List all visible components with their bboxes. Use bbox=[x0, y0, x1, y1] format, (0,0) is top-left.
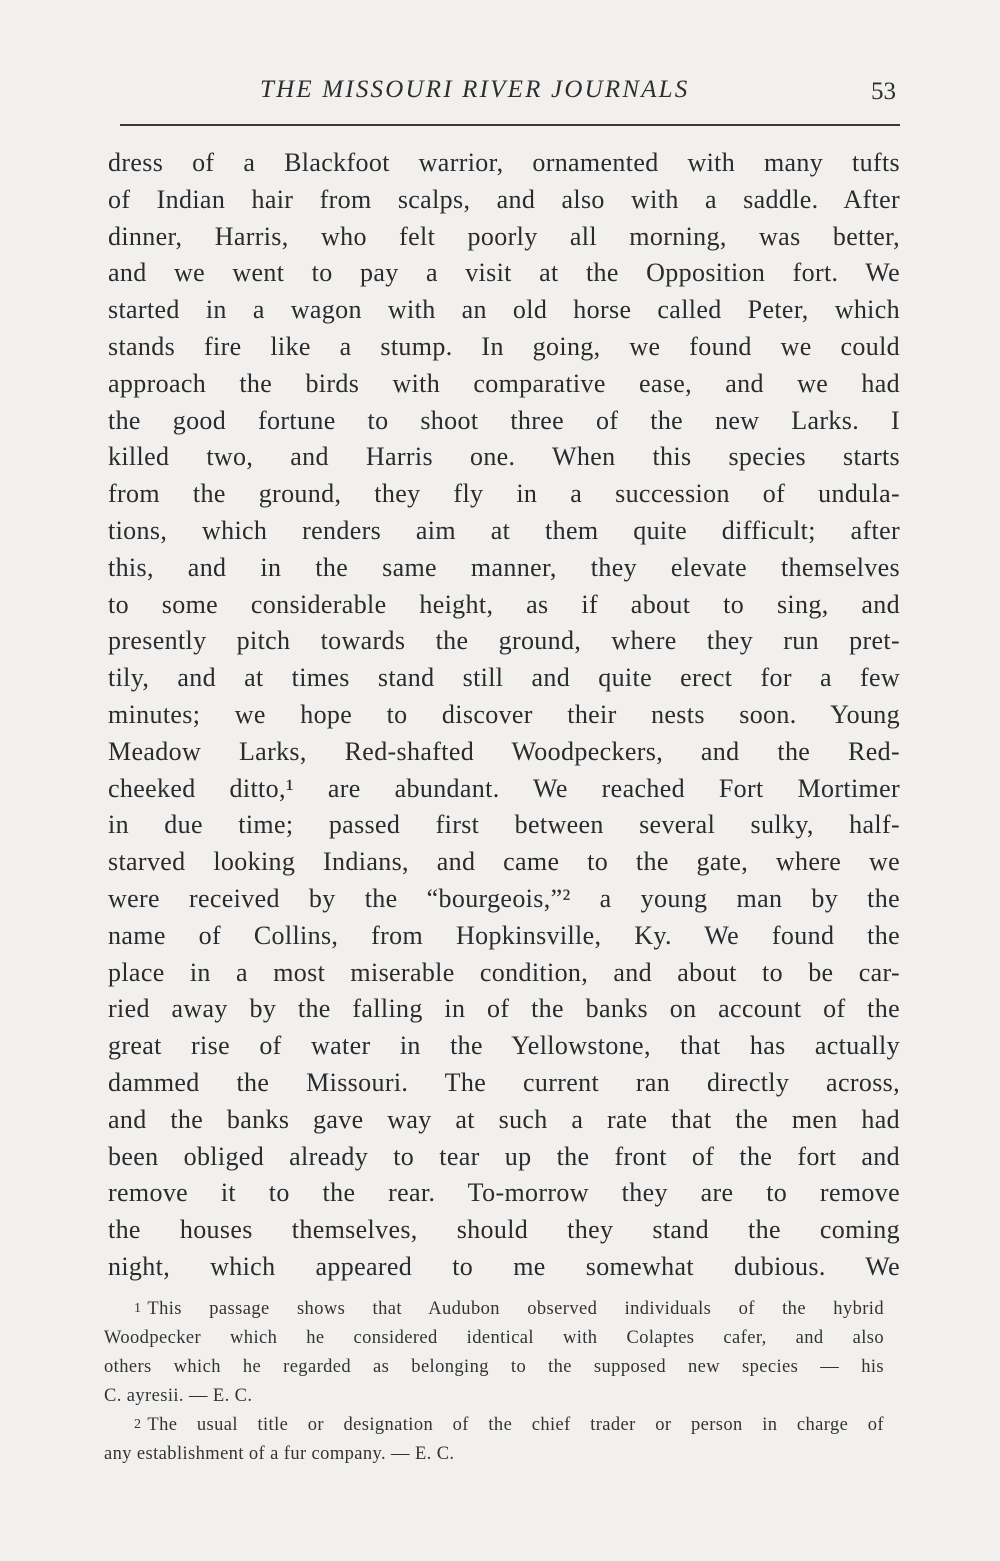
page-header bbox=[120, 76, 900, 116]
page-number: 53 bbox=[871, 78, 896, 105]
footnote-1-line bbox=[104, 1295, 884, 1324]
footnote-1-line: C. ayresii. — E. C. bbox=[104, 1386, 253, 1406]
text-line: from the ground, they fly in a succession of undula- bbox=[108, 479, 900, 509]
footnote-2-text: The usual title or designation of the chief trader or person in charge of bbox=[147, 1415, 884, 1435]
footnote-2-line: any establishment of a fur company. — E. C. bbox=[104, 1444, 455, 1464]
text-line: remove it to the rear. To-morrow they are to remove bbox=[108, 1178, 900, 1208]
footnote-1-line: Woodpecker which he considered identical with Colaptes cafer, and also bbox=[104, 1328, 884, 1348]
text-line: cheeked ditto,¹ are abundant. We reached Fort Mortimer bbox=[108, 773, 900, 803]
footnote-2-marker: 2 bbox=[134, 1417, 142, 1432]
text-line: and we went to pay a visit at the Opposition fort. We bbox=[108, 258, 900, 288]
text-line: approach the birds with comparative ease, and we had bbox=[108, 368, 900, 398]
footnote-1-text: This passage shows that Audubon observed individuals of the hybrid bbox=[147, 1299, 884, 1319]
text-line: stands fire like a stump. In going, we found we could bbox=[108, 331, 900, 361]
text-line: ried away by the falling in of the banks on account of the bbox=[108, 994, 900, 1024]
running-title: THE MISSOURI RIVER JOURNALS bbox=[260, 76, 690, 103]
text-line: this, and in the same manner, they elevate themselves bbox=[108, 552, 900, 582]
text-line: name of Collins, from Hopkinsville, Ky. We found the bbox=[108, 920, 900, 950]
body-text bbox=[108, 145, 900, 1286]
text-line: started in a wagon with an old horse called Peter, which bbox=[108, 295, 900, 325]
text-line: killed two, and Harris one. When this species starts bbox=[108, 442, 900, 472]
text-line: of Indian hair from scalps, and also with a saddle. After bbox=[108, 184, 900, 214]
text-line: dinner, Harris, who felt poorly all morning, was better, bbox=[108, 221, 900, 251]
text-line: tily, and at times stand still and quite erect for a few bbox=[108, 663, 900, 693]
text-line: to some considerable height, as if about to sing, and bbox=[108, 589, 900, 619]
footnote-2-line bbox=[104, 1411, 884, 1440]
text-line: been obliged already to tear up the front of the fort and bbox=[108, 1141, 900, 1171]
text-line: dammed the Missouri. The current ran directly across, bbox=[108, 1067, 900, 1097]
text-line: minutes; we hope to discover their nests soon. Young bbox=[108, 699, 900, 729]
text-line: presently pitch towards the ground, where they run pret- bbox=[108, 626, 900, 656]
text-line: Meadow Larks, Red-shafted Woodpeckers, and the Red- bbox=[108, 736, 900, 766]
text-line: dress of a Blackfoot warrior, ornamented with many tufts bbox=[108, 148, 900, 177]
footnote-1-marker: 1 bbox=[134, 1301, 142, 1316]
text-line: the houses themselves, should they stand the coming bbox=[108, 1215, 900, 1245]
header-rule bbox=[120, 124, 900, 126]
text-line: starved looking Indians, and came to the gate, where we bbox=[108, 847, 900, 877]
text-line: and the banks gave way at such a rate that the men had bbox=[108, 1104, 900, 1134]
text-line: the good fortune to shoot three of the new Larks. I bbox=[108, 405, 900, 435]
text-line: were received by the “bourgeois,”² a young man by the bbox=[108, 883, 900, 913]
text-line: in due time; passed first between several sulky, half- bbox=[108, 810, 900, 840]
text-line: tions, which renders aim at them quite difficult; after bbox=[108, 515, 900, 545]
footnote-1-line: others which he regarded as belonging to the supposed new species — his bbox=[104, 1357, 884, 1377]
footnotes bbox=[104, 1295, 884, 1469]
text-line: place in a most miserable condition, and about to be car- bbox=[108, 957, 900, 987]
text-line: night, which appeared to me somewhat dubious. We bbox=[108, 1251, 900, 1281]
text-line: great rise of water in the Yellowstone, that has actually bbox=[108, 1031, 900, 1061]
